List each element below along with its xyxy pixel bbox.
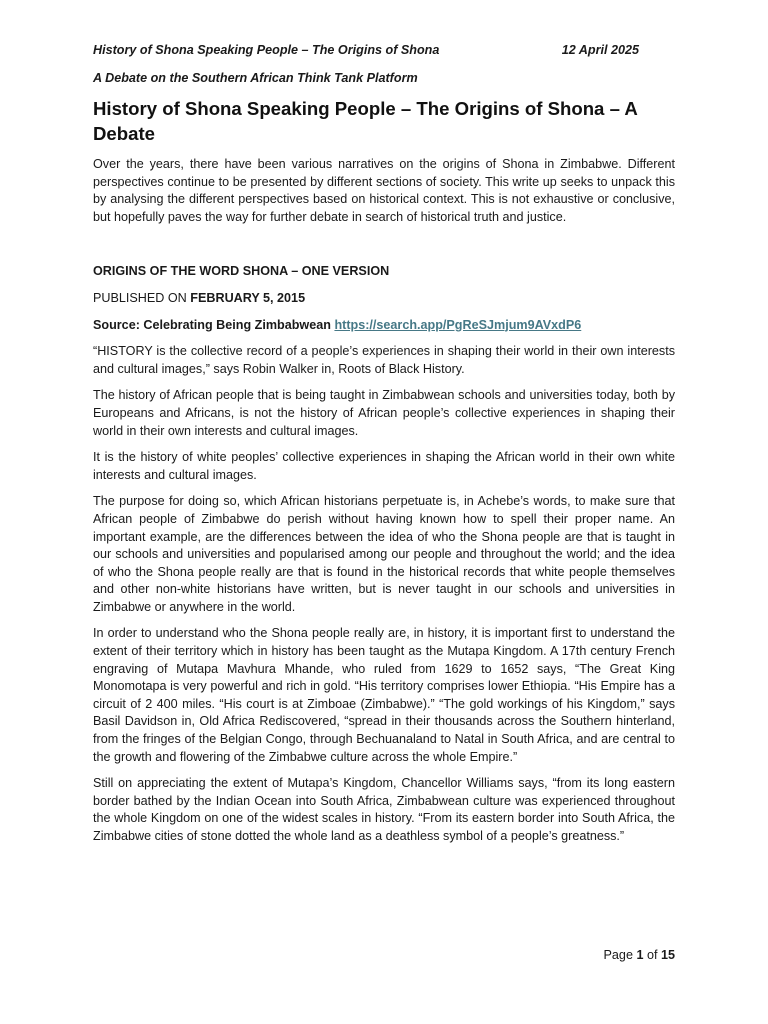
published-date: FEBRUARY 5, 2015 [190, 290, 306, 305]
section-heading: ORIGINS OF THE WORD SHONA – ONE VERSION [93, 264, 390, 279]
page-footer [604, 947, 675, 964]
body-paragraph: It is the history of white peoples’ collective experiences in shaping the African world in their own white interests and cultural images. [93, 450, 675, 482]
total-pages: 15 [660, 948, 675, 962]
page-label: Page [603, 948, 633, 962]
section-spacer [93, 235, 675, 263]
header-subtitle: A Debate on the Southern African Think Tank Platform [93, 71, 418, 85]
document-body [93, 96, 675, 855]
published-line [93, 290, 675, 308]
page-header [93, 42, 675, 59]
body-paragraph: Still on appreciating the extent of Mutapa’s Kingdom, Chancellor Williams says, “from its long eastern border bathed by the Indian Ocean into South Africa, Zimbabwean culture was experienced throughout the whole Kingdom on one of the widest scales in history. “From its eastern border into South Africa, the Zimbabwe cities of stone dotted the whole land as a deathless symbol of a people’s greatness.” [93, 776, 675, 843]
source-link[interactable]: https://search.app/PgReSJmjum9AVxdP6 [334, 317, 582, 332]
header-date: 12 April 2025 [561, 43, 639, 57]
page-number: 1 [636, 948, 644, 962]
running-title: History of Shona Speaking People – The Origins of Shona [93, 43, 440, 57]
body-paragraph: “HISTORY is the collective record of a people’s experiences in shaping their world in their own interests and cultural images,” says Robin Walker in, Roots of Black History. [93, 344, 675, 376]
source-line [93, 317, 675, 335]
body-paragraph: The purpose for doing so, which African historians perpetuate is, in Achebe’s words, to make sure that African people of Zimbabwe do perish without having known how to spell their proper name. An important example, are the differences between the idea of who the Shona people are that is taught in our schools and universities and popularised among our people and throughout the world; and the idea of who the Shona people really are that is found in the historical records that white people themselves and other non-white historians have written, but is never taught in our schools and universities in Zimbabwe or anywhere in the world. [93, 494, 675, 614]
published-prefix: PUBLISHED ON [93, 290, 187, 305]
of-label: of [646, 948, 658, 962]
source-label: Source: Celebrating Being Zimbabwean [93, 317, 331, 332]
body-paragraph: The history of African people that is being taught in Zimbabwean schools and universities today, both by Europeans and Africans, is not the history of African people’s collective experiences in shaping their world in their own interests and cultural images. [93, 388, 675, 438]
document-title: History of Shona Speaking People – The Origins of Shona – A Debate [93, 98, 638, 144]
body-paragraph: In order to understand who the Shona people really are, in history, it is important first to understand the extent of their territory which in history has been taught as the Mutapa Kingdom. A 17th century French engraving of Mutapa Mavhura Mhande, who ruled from 1629 to 1652 says, “The Great King Monomotapa is very powerful and rich in gold. “His territory comprises lower Ethiopia. “His Empire has a circuit of 2 400 miles. “His court is at Zimboae (Zimbabwe).” “The gold workings of his Kingdom,” says Basil Davidson in, Old Africa Rediscovered, “spread in their thousands across the Southern hinterland, from the fringes of the Belgian Congo, through Bechuanaland to Natal in South Africa, and are central to the growth and flowering of the Zimbabwe culture across the whole Empire.” [93, 626, 675, 764]
intro-paragraph: Over the years, there have been various narratives on the origins of Shona in Zimbabwe. Different perspectives continue to be presented by different sections of society. This write up seeks to unpack this by analysing the different perspectives based on historical context. This is not exhaustive or conclusive, but hopefully paves the way for further debate in search of historical truth and justice. [93, 157, 675, 224]
